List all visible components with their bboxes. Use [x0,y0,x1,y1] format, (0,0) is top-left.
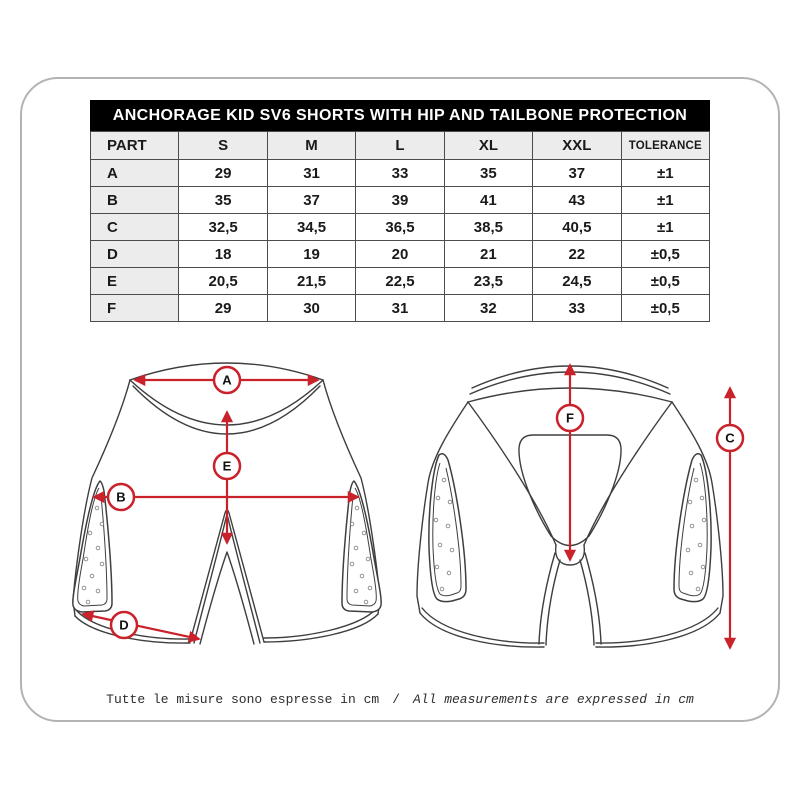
part-cell: C [91,214,179,241]
table-row [91,187,710,214]
value-cell: 35 [179,187,267,214]
column-header-s: S [179,132,267,160]
value-cell: 31 [356,295,444,322]
svg-text:E: E [222,458,232,474]
value-cell: 41 [444,187,532,214]
column-header-m: M [267,132,355,160]
measure-badge-b [108,484,134,510]
caption-italian: Tutte le misure sono espresse in cm [106,692,380,707]
value-cell: 32,5 [179,214,267,241]
value-cell: 29 [179,160,267,187]
column-header-xxl: XXL [533,132,621,160]
header-row [91,132,710,160]
size-chart-table [90,131,710,322]
tolerance-cell: ±1 [621,187,709,214]
value-cell: 24,5 [533,268,621,295]
size-chart-title: ANCHORAGE KID SV6 SHORTS WITH HIP AND TAILBONE PROTECTION [90,100,710,131]
column-header-l: L [356,132,444,160]
value-cell: 31 [267,160,355,187]
measure-badge-e [214,453,240,479]
caption-separator: / [392,692,400,707]
value-cell: 29 [179,295,267,322]
value-cell: 18 [179,241,267,268]
tolerance-cell: ±1 [621,214,709,241]
hip-pad-right [342,481,381,612]
value-cell: 19 [267,241,355,268]
value-cell: 37 [533,160,621,187]
svg-text:D: D [119,617,129,633]
table-row [91,214,710,241]
value-cell: 39 [356,187,444,214]
tolerance-cell: ±0,5 [621,268,709,295]
column-header-tolerance: TOLERANCE [621,132,709,160]
value-cell: 22 [533,241,621,268]
table-row [91,268,710,295]
part-cell: D [91,241,179,268]
size-chart [90,100,710,322]
value-cell: 32 [444,295,532,322]
front-view-drawing [73,363,381,644]
tolerance-cell: ±0,5 [621,241,709,268]
value-cell: 33 [356,160,444,187]
measure-badge-f [557,405,583,431]
value-cell: 22,5 [356,268,444,295]
tolerance-cell: ±1 [621,160,709,187]
value-cell: 35 [444,160,532,187]
value-cell: 20,5 [179,268,267,295]
svg-text:C: C [725,430,735,446]
value-cell: 36,5 [356,214,444,241]
value-cell: 40,5 [533,214,621,241]
back-view-drawing [417,365,743,648]
svg-text:B: B [116,489,126,505]
value-cell: 33 [533,295,621,322]
value-cell: 43 [533,187,621,214]
part-cell: E [91,268,179,295]
value-cell: 34,5 [267,214,355,241]
value-cell: 21,5 [267,268,355,295]
value-cell: 38,5 [444,214,532,241]
svg-text:A: A [222,372,232,388]
value-cell: 30 [267,295,355,322]
part-cell: A [91,160,179,187]
table-row [91,241,710,268]
part-cell: B [91,187,179,214]
column-header-part: PART [91,132,179,160]
measure-badge-a [214,367,240,393]
column-header-xl: XL [444,132,532,160]
measure-badge-c [717,425,743,451]
shorts-measurement-diagram [40,348,760,683]
table-row [91,295,710,322]
tolerance-cell: ±0,5 [621,295,709,322]
svg-text:F: F [566,410,574,426]
value-cell: 23,5 [444,268,532,295]
value-cell: 20 [356,241,444,268]
value-cell: 21 [444,241,532,268]
measure-badge-d [111,612,137,638]
part-cell: F [91,295,179,322]
caption-english: All measurements are expressed in cm [413,692,694,707]
measurements-caption [0,692,800,707]
value-cell: 37 [267,187,355,214]
table-row [91,160,710,187]
